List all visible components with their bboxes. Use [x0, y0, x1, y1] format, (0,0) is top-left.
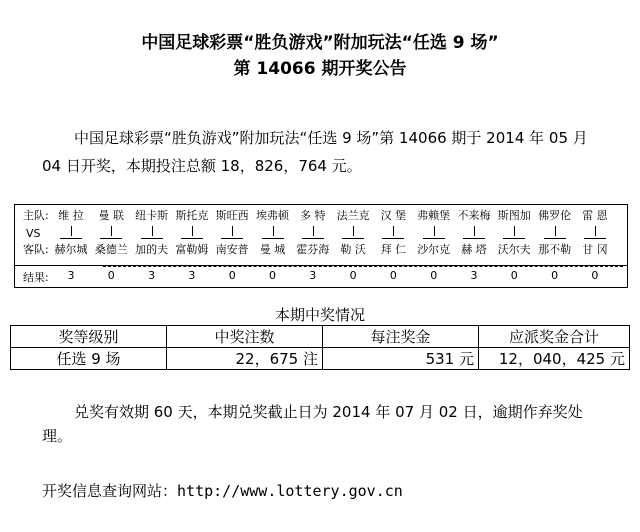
vs-dash [463, 238, 485, 239]
prize-total: 12，040，425 元 [479, 348, 630, 370]
home-team: 汉 堡 [380, 209, 407, 222]
home-team: 佛罗伦 [538, 209, 572, 222]
match-result: 0 [269, 269, 276, 282]
home-team: 多 特 [300, 209, 326, 222]
vs-tick [514, 226, 515, 236]
vs-tick [474, 226, 475, 236]
away-team: 甘 冈 [582, 243, 608, 256]
result-dashed-separator [103, 266, 623, 267]
home-team: 维 拉 [58, 209, 84, 222]
vs-dash [302, 238, 324, 239]
match-result: 0 [510, 269, 518, 282]
match-result: 3 [67, 269, 75, 282]
home-team: 不来梅 [457, 209, 491, 222]
match-result: 3 [148, 269, 156, 282]
home-team: 法兰克 [336, 209, 370, 222]
match-result: 0 [349, 269, 357, 282]
prize-row [11, 348, 630, 370]
home-team: 曼 联 [98, 209, 125, 222]
away-team: 勒 沃 [340, 243, 366, 256]
vs-tick [273, 226, 274, 236]
header-total: 应派奖金合计 [479, 326, 630, 348]
away-team: 赫尔城 [54, 243, 88, 256]
vs-tick [313, 226, 314, 236]
notice-paragraph: 兑奖有效期 60 天，本期兑奖截止日为 2014 年 07 月 02 日，逾期作弃奖处理。 [42, 403, 583, 445]
home-team: 斯托克 [175, 209, 209, 222]
website-line [42, 480, 403, 501]
vs-dash [262, 238, 284, 239]
vs-dash [544, 238, 566, 239]
vs-dash [100, 238, 122, 239]
match-result: 0 [389, 269, 397, 282]
vs-dash [382, 238, 404, 239]
vs-label: VS [26, 227, 41, 240]
away-team: 加的夫 [135, 243, 169, 256]
header-winners: 中奖注数 [167, 326, 323, 348]
away-team: 霍芬海 [296, 243, 330, 256]
match-result: 0 [430, 269, 438, 282]
vs-tick [353, 226, 354, 236]
vs-tick [71, 226, 72, 236]
away-team: 曼 城 [259, 243, 286, 256]
away-team: 那不勒 [538, 243, 572, 256]
intro-paragraph: 中国足球彩票“胜负游戏”附加玩法“任选 9 场”第 14066 期于 2014 年 05 月 04 日开奖，本期投注总额 18，826，764 元。 [42, 129, 588, 175]
match-result: 3 [470, 269, 478, 282]
home-team: 纽卡斯 [135, 209, 169, 222]
vs-dash [423, 238, 445, 239]
vs-dash [584, 238, 606, 239]
vs-dash [503, 238, 525, 239]
title-line-1: 中国足球彩票“胜负游戏”附加玩法“任选 9 场” [141, 33, 499, 53]
home-label: 主队: [23, 209, 49, 222]
prize-winners: 22，675 注 [167, 348, 323, 370]
away-team: 赫 塔 [461, 243, 487, 256]
away-team: 沙尔克 [417, 243, 451, 256]
prize-header-row [11, 326, 630, 348]
vs-tick [192, 226, 193, 236]
vs-dash [181, 238, 203, 239]
away-team: 南安普 [215, 243, 249, 256]
away-team: 沃尔夫 [497, 243, 531, 256]
away-label: 客队: [23, 243, 49, 256]
away-team: 桑德兰 [94, 243, 128, 256]
home-team: 雷 恩 [582, 209, 608, 222]
vs-tick [434, 226, 435, 236]
result-label: 结果: [23, 271, 49, 284]
home-team: 埃弗顿 [256, 209, 289, 222]
title-line-2: 第 14066 期开奖公告 [233, 59, 407, 79]
vs-tick [152, 226, 153, 236]
vs-dash [60, 238, 82, 239]
header-level: 奖等级别 [11, 326, 167, 348]
away-team: 富勒姆 [175, 243, 209, 256]
match-result: 3 [188, 269, 196, 282]
prize-section-title: 本期中奖情况 [274, 306, 365, 324]
vs-tick [555, 226, 556, 236]
vs-tick [393, 226, 394, 236]
header-per-bet: 每注奖金 [323, 326, 479, 348]
vs-dash [221, 238, 243, 239]
vs-dash [141, 238, 163, 239]
match-result: 0 [228, 269, 236, 282]
website-label: 开奖信息查询网站： [42, 482, 178, 500]
match-table [14, 204, 628, 288]
match-result: 0 [591, 269, 599, 282]
vs-tick [111, 226, 112, 236]
home-team: 斯旺西 [215, 209, 249, 222]
home-team: 斯图加 [497, 209, 531, 222]
match-result: 3 [309, 269, 317, 282]
prize-table [10, 325, 630, 370]
match-result: 0 [107, 269, 115, 282]
home-team: 弗赖堡 [417, 209, 451, 222]
website-url[interactable]: http://www.lottery.gov.cn [177, 482, 403, 500]
prize-per-bet: 531 元 [323, 348, 479, 370]
prize-level: 任选 9 场 [11, 348, 167, 370]
vs-tick [595, 226, 596, 236]
vs-dash [342, 238, 364, 239]
away-team: 拜 仁 [380, 243, 407, 256]
vs-tick [232, 226, 233, 236]
match-result: 0 [551, 269, 559, 282]
